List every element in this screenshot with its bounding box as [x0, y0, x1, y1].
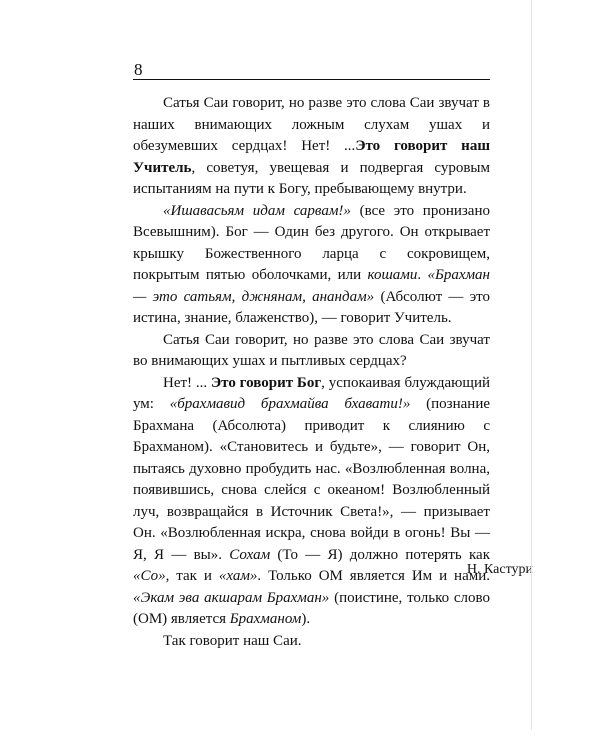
- paragraph: [133, 373, 490, 631]
- header-rule: [133, 79, 490, 80]
- text-run: Так говорит наш Саи.: [163, 632, 302, 649]
- text-run: , советуя, увещевая и подвергая суровым испытаниям на пути к Богу, пребывающему внутри.: [133, 159, 490, 197]
- text-run: (поистине, только слово (ОМ) является: [133, 589, 490, 627]
- text-run: Сатья Саи говорит, но разве это слова Саи звучат во внимающих ушах и пытливых сердцах?: [133, 331, 490, 369]
- italic-phrase: Сохам: [229, 546, 271, 563]
- italic-phrase: «Со»: [133, 568, 166, 584]
- paragraph: [133, 201, 490, 330]
- text-run: , успокаивая блуждающий ум:: [133, 374, 490, 412]
- text-run: Сатья Саи говорит, но разве это слова Саи звучат в наших внимающих ложным слухам ушах и обезумевших сердцах! Нет! ...: [133, 95, 490, 154]
- paragraph: [133, 631, 490, 653]
- text-run: (Абсолют — это истина, знание, блаженство), — говорит Учитель.: [133, 288, 490, 326]
- text-run: (То — Я) должно потерять как: [270, 546, 491, 563]
- text-run: Нет! ...: [163, 374, 211, 391]
- text-run: ).: [301, 611, 311, 627]
- paragraph: [133, 330, 490, 373]
- text-run: . Только ОМ является Им и нами.: [257, 568, 490, 584]
- text-run: (познание Брахмана (Абсолюта) приводит к слиянию с Брахманом). «Становитесь и будьте», — говорит Он, пытаясь духовно пробудить нас. «Возлюбленная волна, появившись, снова слейся с океаном! Возлюбленный луч, возвращайся в Источник Света!», — призывает Он. «Возлюбленная искра, снова войди в огонь! Вы — Я, Я — вы».: [133, 396, 490, 563]
- paragraph: [133, 93, 490, 201]
- bold-phrase: Это говорит Бог: [210, 374, 322, 391]
- text-run: .: [417, 267, 428, 283]
- italic-phrase: «Брахман — это сатьям, джнянам, анандам»: [133, 267, 490, 305]
- italic-phrase: «хам»: [218, 568, 258, 584]
- text-run: , так и: [165, 568, 219, 584]
- author-signature: Н. Кастури: [466, 562, 533, 577]
- italic-phrase: «Ишавасьям идам сарвам!»: [163, 202, 351, 219]
- bold-phrase: Это говорит наш Учитель: [133, 138, 490, 176]
- italic-phrase: Брахманом: [229, 611, 302, 627]
- page-number: 8: [134, 60, 143, 79]
- italic-phrase: «брахмавид брахмайва бхавати!»: [169, 396, 411, 412]
- italic-phrase: кошами: [367, 267, 418, 283]
- page-edge: [531, 0, 532, 730]
- body-text: [133, 93, 490, 652]
- text-run: (все это пронизано Всевышним). Бог — Один без другого. Он открывает крышку Божественного ларца с сокровищем, покрытым пятью оболочками, или: [133, 202, 490, 283]
- italic-phrase: «Экам эва акшарам Брахман»: [133, 589, 330, 606]
